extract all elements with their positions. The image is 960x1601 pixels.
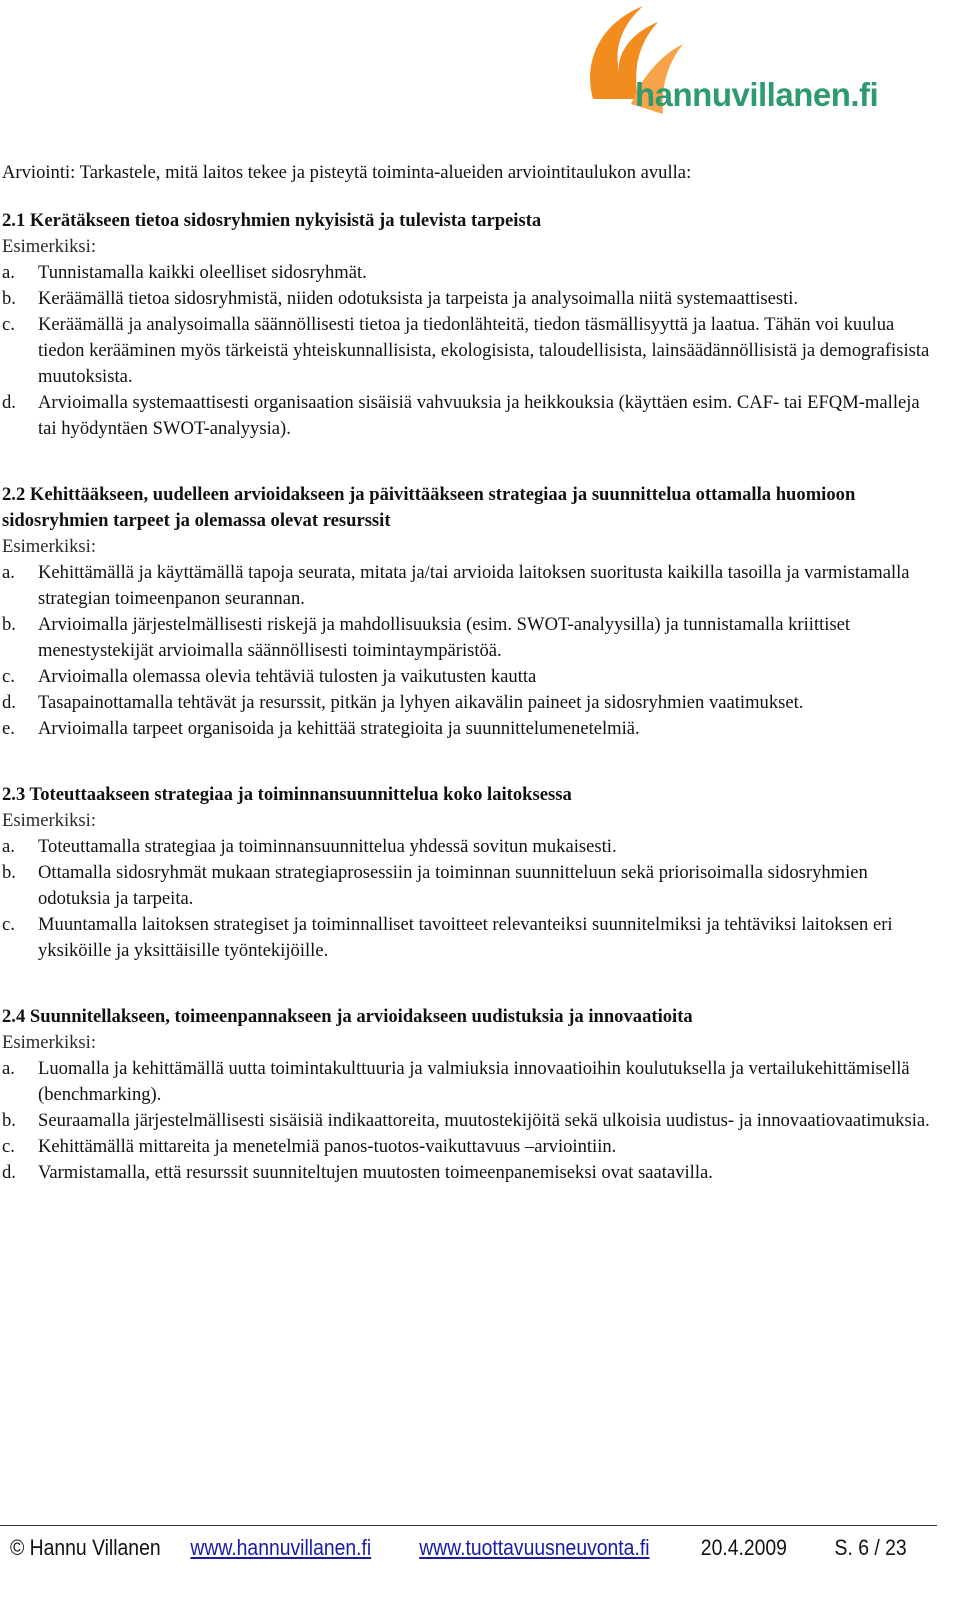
footer-link-tuottavuusneuvonta[interactable]: www.tuottavuusneuvonta.fi <box>419 1535 650 1560</box>
example-list <box>2 260 932 442</box>
list-item-text: Toteuttamalla strategiaa ja toiminnansuunnittelua yhdessä sovitun mukaisesti. <box>38 836 617 857</box>
list-item <box>2 286 932 312</box>
list-item-letter: b. <box>2 1110 16 1131</box>
list-item <box>2 716 932 742</box>
list-item <box>2 1108 932 1134</box>
list-item-letter: d. <box>2 392 16 413</box>
page-footer <box>10 1535 907 1567</box>
list-item-text: Ottamalla sidosryhmät mukaan strategiaprosessiin ja toiminnan suunnitteluun sekä priorisoimalla sidosryhmien odotuksia ja tarpeita. <box>38 862 868 909</box>
sections <box>2 208 932 1186</box>
examples-label: Esimerkiksi: <box>2 1032 96 1053</box>
list-item <box>2 1160 932 1186</box>
section-title: 2.3 Toteuttaakseen strategiaa ja toiminnansuunnittelua koko laitoksessa <box>2 784 572 805</box>
list-item-text: Keräämällä tietoa sidosryhmistä, niiden odotuksista ja tarpeista ja analysoimalla niitä systemaattisesti. <box>38 288 799 309</box>
section-1 <box>2 208 932 442</box>
list-item <box>2 390 932 442</box>
document-body <box>2 160 932 1226</box>
list-item-text: Kehittämällä ja käyttämällä tapoja seurata, mitata ja/tai arvioida laitoksen suoritusta kaikilla tasoilla ja varmistamalla strategian toimeenpanon seurannan. <box>38 562 910 609</box>
list-item <box>2 1134 932 1160</box>
footer-date: 20.4.2009 <box>700 1535 787 1560</box>
example-list <box>2 1056 932 1186</box>
footer-page-number: S. 6 / 23 <box>834 1535 907 1560</box>
list-item <box>2 612 932 664</box>
list-item-letter: a. <box>2 1058 15 1079</box>
footer-divider <box>0 1525 937 1526</box>
list-item-text: Varmistamalla, että resurssit suunniteltujen muutosten toimeenpanemiseksi ovat saatavilla. <box>38 1162 713 1183</box>
examples-label: Esimerkiksi: <box>2 536 96 557</box>
list-item-text: Seuraamalla järjestelmällisesti sisäisiä indikaattoreita, muutostekijöitä sekä ulkoisia uudistus- ja innovaatiovaatimuksia. <box>38 1110 930 1131</box>
section-title: 2.1 Kerätäkseen tietoa sidosryhmien nykyisistä ja tulevista tarpeista <box>2 210 542 231</box>
examples-label: Esimerkiksi: <box>2 810 96 831</box>
intro-text: Arviointi: Tarkastele, mitä laitos tekee ja pisteytä toiminta-alueiden arviointitaulukon avulla: <box>2 162 692 183</box>
list-item-text: Muuntamalla laitoksen strategiset ja toiminnalliset tavoitteet relevanteiksi suunnitelmiksi ja tehtäviksi laitoksen eri yksiköille ja yksittäisille työntekijöille. <box>38 914 893 961</box>
list-item <box>2 1056 932 1108</box>
section-title: 2.2 Kehittääkseen, uudelleen arvioidakseen ja päivittääkseen strategiaa ja suunnittelua ottamalla huomioon sidosryhmien tarpeet ja olemassa olevat resurssit <box>2 484 856 531</box>
list-item-letter: a. <box>2 562 15 583</box>
section-3 <box>2 782 932 964</box>
section-2 <box>2 482 932 742</box>
list-item-letter: c. <box>2 666 15 687</box>
list-item-text: Arvioimalla systemaattisesti organisaation sisäisiä vahvuuksia ja heikkouksia (käyttäen esim. CAF- tai EFQM-malleja tai hyödyntäen SWOT-analyysia). <box>38 392 920 439</box>
list-item-letter: c. <box>2 314 15 335</box>
list-item-text: Luomalla ja kehittämällä uutta toimintakulttuuria ja valmiuksia innovaatioihin koulutuksella ja vertailukehittämisellä (benchmarking). <box>38 1058 910 1105</box>
list-item-letter: a. <box>2 836 15 857</box>
list-item <box>2 912 932 964</box>
list-item-letter: a. <box>2 262 15 283</box>
list-item-text: Tunnistamalla kaikki oleelliset sidosryhmät. <box>38 262 367 283</box>
list-item <box>2 690 932 716</box>
list-item <box>2 560 932 612</box>
list-item <box>2 860 932 912</box>
list-item-text: Arvioimalla olemassa olevia tehtäviä tulosten ja vaikutusten kautta <box>38 666 537 687</box>
example-list <box>2 560 932 742</box>
footer-copyright: © Hannu Villanen <box>10 1535 161 1560</box>
examples-label: Esimerkiksi: <box>2 236 96 257</box>
list-item-letter: b. <box>2 288 16 309</box>
list-item <box>2 312 932 390</box>
list-item-text: Arvioimalla tarpeet organisoida ja kehittää strategioita ja suunnittelumenetelmiä. <box>38 718 640 739</box>
list-item-letter: e. <box>2 718 15 739</box>
list-item-letter: c. <box>2 914 15 935</box>
list-item-text: Kehittämällä mittareita ja menetelmiä panos-tuotos-vaikuttavuus –arviointiin. <box>38 1136 617 1157</box>
list-item <box>2 260 932 286</box>
list-item-letter: b. <box>2 862 16 883</box>
list-item-text: Arvioimalla järjestelmällisesti riskejä ja mahdollisuuksia (esim. SWOT-analyysilla) ja tunnistamalla kriittiset menestystekijät arvioimalla säännöllisesti toimintaympäristöä. <box>38 614 851 661</box>
list-item-text: Keräämällä ja analysoimalla säännöllisesti tietoa ja tiedonlähteitä, tiedon täsmällisyyttä ja laatua. Tähän voi kuulua tiedon kerääminen myös tärkeistä yhteiskunnallisista, ekologisista, taloudellisista, lainsäädännöllisistä ja demografisista muutoksista. <box>38 314 930 387</box>
list-item <box>2 664 932 690</box>
footer-link-hannuvillanen[interactable]: www.hannuvillanen.fi <box>190 1535 372 1560</box>
list-item-letter: c. <box>2 1136 15 1157</box>
logo <box>583 4 913 124</box>
list-item-text: Tasapainottamalla tehtävät ja resurssit, pitkän ja lyhyen aikavälin paineet ja sidosryhmien vaatimukset. <box>38 692 804 713</box>
example-list <box>2 834 932 964</box>
list-item-letter: d. <box>2 692 16 713</box>
section-4 <box>2 1004 932 1186</box>
list-item-letter: d. <box>2 1162 16 1183</box>
list-item <box>2 834 932 860</box>
section-title: 2.4 Suunnitellakseen, toimeenpannakseen ja arvioidakseen uudistuksia ja innovaatioita <box>2 1006 693 1027</box>
list-item-letter: b. <box>2 614 16 635</box>
logo-text: hannuvillanen.fi <box>635 76 879 113</box>
